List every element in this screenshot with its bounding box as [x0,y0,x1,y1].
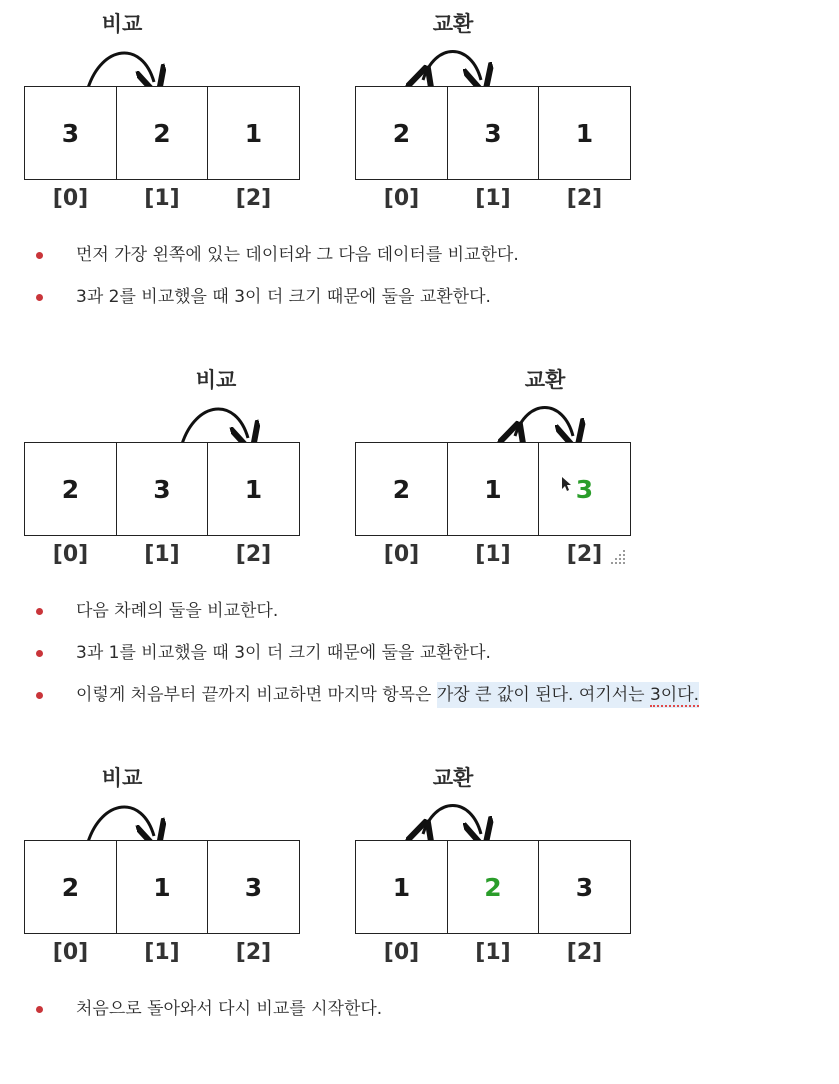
array-cell: 2 [116,86,209,180]
bullet-icon [36,692,43,699]
bullet-text: 이렇게 처음부터 끝까지 비교하면 마지막 항목은 [76,685,437,705]
index-label: [2] [235,940,272,965]
compare-arrow [24,754,308,849]
index-label: [2] [566,186,603,211]
array-cell: 1 [447,442,540,536]
compare-label: 비교 [195,368,237,392]
compare-diagram [24,754,308,984]
array-cell: 1 [355,840,448,934]
index-label: [2] [235,186,272,211]
array-indices [355,940,631,965]
index-label: [1] [144,940,180,965]
index-label: [1] [144,542,180,567]
step-1 [0,0,839,330]
array-cell: 1 [207,86,300,180]
swap-label: 교환 [524,368,566,392]
bullet-item [30,278,519,320]
compare-diagram [24,356,308,586]
bullet-item [30,990,382,1032]
array-indices [24,940,300,965]
step-3 [0,754,839,1084]
array-cell: 1 [116,840,209,934]
array-cell: 2 [24,840,117,934]
index-label: [2] [566,542,603,567]
swap-arrow [355,754,639,849]
bullet-item [30,592,699,634]
array-cell: 2 [355,86,448,180]
array-cells [24,86,300,180]
bullet-icon [36,1006,43,1013]
bullet-icon [36,608,43,615]
swap-label: 교환 [432,766,474,790]
compare-arrow [24,0,308,95]
swap-diagram [355,754,639,984]
index-label: [0] [52,940,89,965]
compare-diagram [24,0,308,230]
index-label: [0] [52,186,89,211]
array-indices [24,542,300,567]
swap-arrow [355,0,639,95]
index-label: [0] [383,940,420,965]
bullet-text: 처음으로 돌아와서 다시 비교를 시작한다. [76,999,383,1019]
array-cell: 2 [355,442,448,536]
array-cells [355,840,631,934]
array-cell: 3 [207,840,300,934]
array-cell: 3 [24,86,117,180]
bullet-list [30,236,519,320]
array-cell: 3 [116,442,209,536]
array-cell-highlighted: 3 [538,442,631,536]
bullet-item [30,236,519,278]
index-label: [1] [144,186,180,211]
bullet-icon [36,650,43,657]
swap-diagram [355,356,639,586]
index-label: [0] [383,542,420,567]
bullet-icon [36,294,43,301]
spellcheck-underlined-text: 3이다. [649,685,700,705]
array-cells [355,86,631,180]
array-cells [24,442,300,536]
compare-label: 비교 [101,766,143,790]
array-cell-highlighted: 2 [447,840,540,934]
bullet-text: 먼저 가장 왼쪽에 있는 데이터와 그 다음 데이터를 비교한다. [76,245,519,265]
array-cell: 3 [447,86,540,180]
index-label: [0] [52,542,89,567]
step-2 [0,356,839,705]
array-cells [355,442,631,536]
bullet-item [30,634,699,676]
bullet-text: 3과 2를 비교했을 때 3이 더 크기 때문에 둘을 교환한다. [76,287,491,307]
index-label: [1] [475,186,511,211]
array-cell: 1 [538,86,631,180]
resize-handle-icon[interactable] [607,546,629,568]
bullet-item [30,676,699,718]
array-cell: 2 [24,442,117,536]
compare-arrow [24,356,308,451]
index-label: [1] [475,940,511,965]
array-cell: 3 [538,840,631,934]
bullet-list [30,592,699,718]
index-label: [0] [383,186,420,211]
mouse-cursor-icon [561,476,573,496]
index-label: [1] [475,542,511,567]
swap-arrow [355,356,639,451]
swap-label: 교환 [432,12,474,36]
bullet-list [30,990,382,1032]
index-label: [2] [566,940,603,965]
array-cells [24,840,300,934]
swap-diagram [355,0,639,230]
bullet-icon [36,252,43,259]
index-label: [2] [235,542,272,567]
highlighted-text-part: 가장 큰 값이 된다. 여기서는 [436,685,650,705]
array-indices [355,186,631,211]
highlighted-text [437,682,699,708]
array-indices [355,542,631,567]
compare-label: 비교 [101,12,143,36]
array-cell: 1 [207,442,300,536]
bullet-text: 3과 1를 비교했을 때 3이 더 크기 때문에 둘을 교환한다. [76,643,491,663]
array-indices [24,186,300,211]
bullet-text: 다음 차례의 둘을 비교한다. [76,601,279,621]
